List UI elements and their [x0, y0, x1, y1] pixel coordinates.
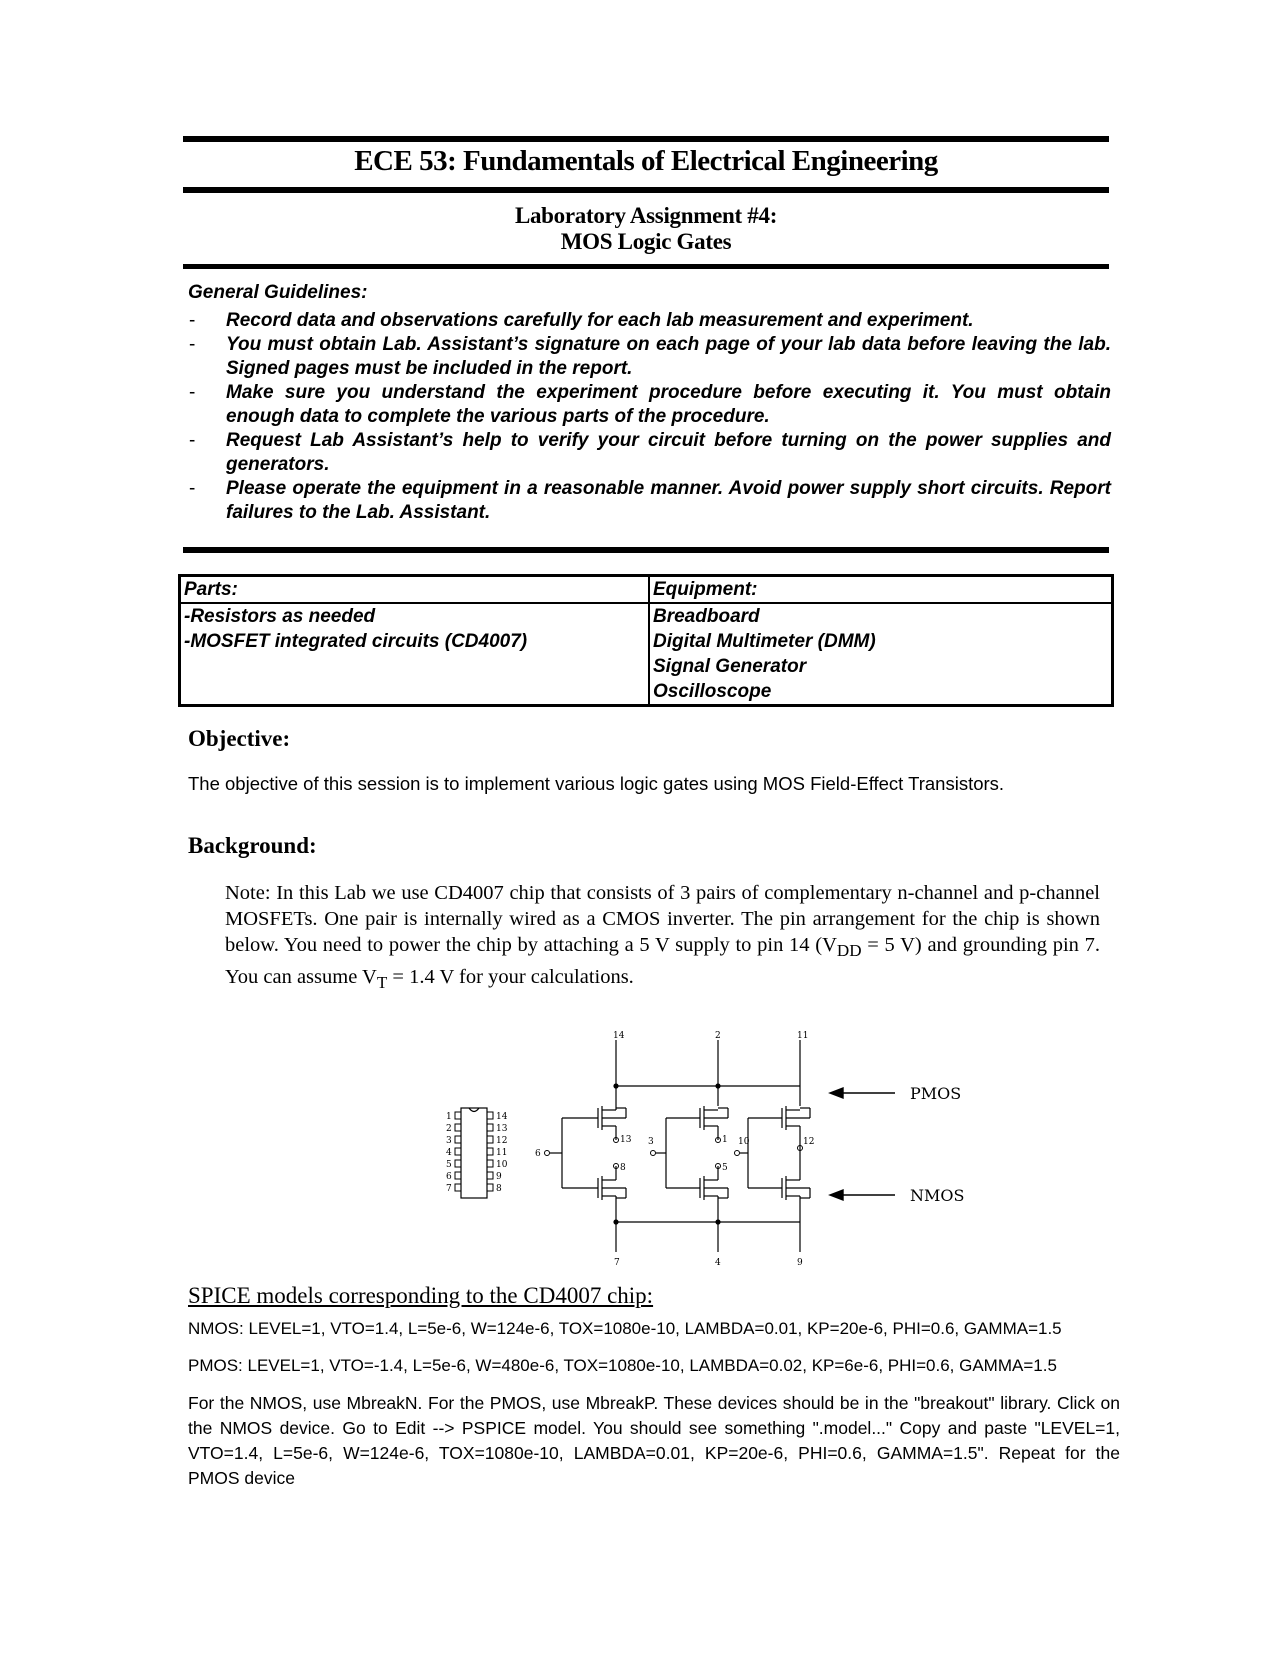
- pin-label: 3: [648, 1137, 654, 1147]
- ic-pin-label: 9: [496, 1172, 502, 1182]
- junction-dots: [613, 1083, 720, 1224]
- ic-pin-label: 12: [496, 1136, 508, 1146]
- equipment-item: Digital Multimeter (DMM): [653, 631, 876, 652]
- arrow-icons: [830, 1088, 895, 1200]
- pin-label: 7: [614, 1258, 620, 1268]
- pin-label: 8: [620, 1163, 626, 1173]
- pin-label: 11: [797, 1031, 809, 1041]
- equipment-header: Equipment:: [649, 576, 1113, 604]
- note-text-1: Note: In this Lab we use CD4007 chip that consists of 3 pairs of complementary n-channel and p-channel MOSFETs. One pair is internally wired as a CMOS inverter. The pin arrangement for the chip is shown below. You need to power the chip by attaching a 5 V supply to pin 14 (V: [225, 882, 1100, 956]
- vt-subscript: T: [376, 973, 388, 993]
- guideline-text: You must obtain Lab. Assistant’s signature on each page of your lab data before leaving the lab. Signed pages must be included in the report.: [226, 334, 1111, 379]
- objective-text: The objective of this session is to implement various logic gates using MOS Field-Effect Transistors.: [188, 773, 1005, 794]
- mosfet-circuit: [550, 1040, 810, 1252]
- pin-label: 10: [738, 1137, 750, 1147]
- subtitle-rule: [183, 264, 1109, 269]
- ic-pin-label: 4: [446, 1148, 452, 1158]
- equipment-cell: [649, 603, 1113, 706]
- pspice-instructions: For the NMOS, use MbreakN. For the PMOS, use MbreakP. These devices should be in the "breakout" library. Click on the NMOS device. Go to Edit --> PSPICE model. You should see something ".model..." Copy and paste "LEVEL=1, VTO=1.4, L=5e-6, W=124e-6, TOX=1080e-10, LAMBDA=0.01, KP=20e-6, PHI=0.6, GAMMA=1.5". Repeat for the PMOS device: [188, 1393, 1120, 1488]
- spice-heading: SPICE models corresponding to the CD4007 chip:: [188, 1283, 654, 1308]
- background-heading: Background:: [188, 833, 317, 858]
- bullet-dash: -: [189, 382, 196, 403]
- guideline-text: Request Lab Assistant’s help to verify your circuit before turning on the power supplies and generators.: [226, 430, 1111, 475]
- equipment-item: Breadboard: [653, 606, 760, 627]
- note-text-3: = 1.4 V for your calculations.: [387, 966, 634, 989]
- pin-label: 2: [715, 1031, 721, 1041]
- pin-label: 14: [613, 1031, 625, 1041]
- bullet-dash: -: [189, 310, 196, 331]
- pin-label: 9: [797, 1258, 803, 1268]
- pin-label: 4: [715, 1258, 721, 1268]
- ic-pin-label: 5: [446, 1160, 452, 1170]
- guideline-item: [186, 333, 1111, 381]
- objective-heading: Objective:: [188, 726, 291, 751]
- pin-label: 13: [620, 1135, 632, 1145]
- course-title: ECE 53: Fundamentals of Electrical Engineering: [354, 145, 938, 177]
- pin-label: 5: [722, 1163, 728, 1173]
- pmos-model-line: PMOS: LEVEL=1, VTO=-1.4, L=5e-6, W=480e-6, TOX=1080e-10, LAMBDA=0.02, KP=6e-6, PHI=0.6, GAMMA=1.5: [188, 1356, 1057, 1375]
- topic-line: MOS Logic Gates: [560, 229, 732, 254]
- bullet-dash: -: [189, 478, 196, 499]
- vdd-subscript: DD: [836, 941, 862, 961]
- parts-cell: [180, 603, 650, 706]
- ic-pin-label: 2: [446, 1124, 452, 1134]
- guideline-item: [186, 309, 1111, 333]
- bullet-dash: -: [189, 334, 196, 355]
- ic-pin-label: 11: [496, 1148, 508, 1158]
- nmos-model-line: NMOS: LEVEL=1, VTO=1.4, L=5e-6, W=124e-6, TOX=1080e-10, LAMBDA=0.01, KP=20e-6, PHI=0.6, GAMMA=1.5: [188, 1319, 1062, 1338]
- ic-pin-label: 7: [446, 1184, 452, 1194]
- equipment-item: Signal Generator: [653, 656, 807, 677]
- pin-label: 6: [535, 1149, 541, 1159]
- equipment-item: Oscilloscope: [653, 681, 772, 702]
- guidelines-rule: [183, 547, 1109, 553]
- ic-pin-label: 8: [496, 1184, 502, 1194]
- guideline-text: Please operate the equipment in a reasonable manner. Avoid power supply short circuits. Report failures to the Lab. Assistant.: [226, 478, 1111, 523]
- bullet-dash: -: [189, 430, 196, 451]
- title-rule: [183, 187, 1109, 193]
- pin-label: 12: [803, 1137, 815, 1147]
- guideline-item: [186, 381, 1111, 429]
- guidelines-list: [186, 309, 1111, 525]
- top-rule: [183, 136, 1109, 142]
- ic-pin-label: 1: [446, 1112, 452, 1122]
- pin-terminals: [545, 1138, 803, 1169]
- pin-label: 1: [722, 1135, 728, 1145]
- guideline-text: Make sure you understand the experiment procedure before executing it. You must obtain enough data to complete the various parts of the procedure.: [226, 382, 1111, 427]
- ic-pin-label: 13: [496, 1124, 508, 1134]
- guideline-text: Record data and observations carefully for each lab measurement and experiment.: [226, 310, 974, 331]
- ic-pin-label: 3: [446, 1136, 452, 1146]
- parts-header: Parts:: [180, 576, 650, 604]
- pmos-label: PMOS: [910, 1084, 962, 1103]
- ic-package-icon: [455, 1108, 493, 1198]
- background-note: [225, 880, 1100, 996]
- parts-equipment-table: [178, 574, 1114, 707]
- parts-item: -MOSFET integrated circuits (CD4007): [184, 631, 528, 652]
- ic-pin-label: 14: [496, 1112, 508, 1122]
- guideline-item: [186, 477, 1111, 525]
- ic-pin-label: 10: [496, 1160, 508, 1170]
- ic-pin-label: 6: [446, 1172, 452, 1182]
- note-text-2: = 5 V) and grounding pin 7. You can assume V: [225, 934, 1100, 989]
- cd4007-pinout-diagram: [430, 1030, 1030, 1270]
- nmos-label: NMOS: [910, 1186, 965, 1205]
- parts-item: -Resistors as needed: [184, 606, 376, 627]
- guidelines-heading: General Guidelines:: [188, 282, 368, 303]
- assignment-line: Laboratory Assignment #4:: [514, 203, 778, 228]
- guideline-item: [186, 429, 1111, 477]
